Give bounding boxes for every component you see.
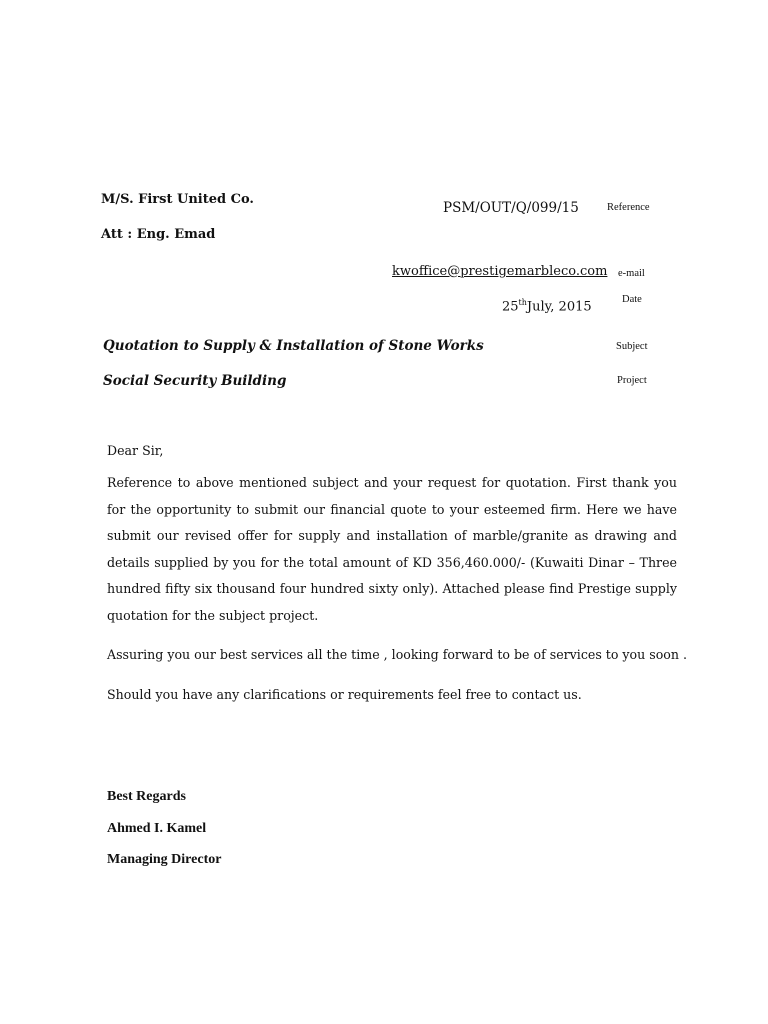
date-suffix: th: [518, 298, 527, 307]
email-label: e-mail: [618, 268, 645, 279]
subject-line: Quotation to Supply & Installation of Stone Works: [103, 338, 484, 354]
reference-label: Reference: [607, 202, 650, 213]
letter-date: [502, 298, 592, 314]
date-rest: July, 2015: [526, 299, 592, 315]
date-label: Date: [622, 294, 642, 305]
project-line: Social Security Building: [103, 373, 287, 389]
date-day: 25: [502, 299, 519, 315]
signatory-name: Ahmed I. Kamel: [107, 821, 207, 836]
body-paragraph-2: Assuring you our best services all the time , looking forward to be of services to you soon .: [107, 647, 687, 662]
salutation: Dear Sir,: [107, 443, 164, 458]
attention-line: Att : Eng. Emad: [101, 227, 216, 242]
signatory-title: Managing Director: [107, 852, 222, 867]
subject-label: Subject: [616, 341, 648, 352]
closing-regards: Best Regards: [107, 789, 186, 804]
email-link[interactable]: kwoffice@prestigemarbleco.com: [392, 264, 608, 279]
recipient-name: M/S. First United Co.: [101, 192, 254, 207]
reference-number: PSM/OUT/Q/099/15: [443, 200, 579, 216]
project-label: Project: [617, 375, 647, 386]
body-paragraph-1: Reference to above mentioned subject and your request for quotation. First thank you for the opportunity to submit our financial quote to your esteemed firm. Here we have submit our revised offer for supply and installation of marble/granite as drawing and details supplied by you for the total amount of KD 356,460.000/- (Kuwaiti Dinar – Three hundred fifty six thousand four hundred sixty only). Attached please find Prestige supply quotation for the subject project.: [107, 475, 677, 623]
body-paragraph-3: Should you have any clarifications or requirements feel free to contact us.: [107, 687, 582, 702]
